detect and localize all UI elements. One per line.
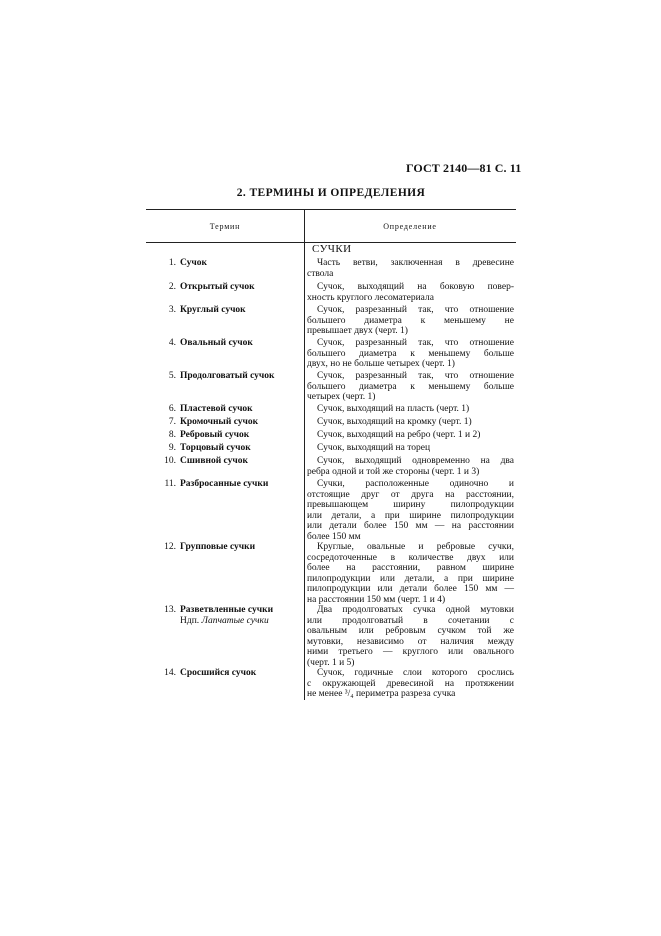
definition-cell [307,542,514,606]
definition-line: Сучок, выходящий одновременно на два [317,456,514,466]
definition-line: овальным или ребровым сучком той же [307,626,514,637]
definition-line: четырех (черт. 1) [307,392,376,403]
term-number: 2. [168,282,176,292]
definition-line: большего диаметра к меньшему не [307,315,514,326]
term-number: 12. [164,542,176,552]
non-recommended-term [151,616,303,627]
definition-line: не менее ³/₄ периметра разреза сучка [307,689,456,700]
term-number: 10. [164,456,176,466]
definition-line: Сучок, разрезанный так, что отношение [317,338,514,348]
term-name: Торцовый сучок [180,443,251,453]
non-recommended-prefix: Ндп. [180,615,200,626]
definition-line: Сучки, расположенные одиночно и [317,479,514,489]
definition-cell [307,258,514,279]
term-name: Сучок [180,258,207,268]
definition-line: Сучок, выходящий на боковую повер- [317,282,514,292]
definition-line: Сучок, годичные слои которого срослись [317,668,514,678]
section-title: 2. ТЕРМИНЫ И ОПРЕДЕЛЕНИЯ [236,187,426,199]
definition-line: большего диаметра к меньшему больше [307,348,514,359]
term-cell [151,258,303,269]
definition-line: (черт. 1 и 5) [307,657,355,668]
definition-line: превышающем ширину пилопродукции [307,500,514,511]
term-cell [151,338,303,349]
term-number: 8. [168,430,176,440]
term-name: Групповые сучки [180,542,256,552]
column-header-term: Термин [209,222,241,231]
definition-cell [307,338,514,370]
term-cell [151,456,303,467]
term-number: 7. [168,417,176,427]
term-cell [151,542,303,553]
definition-cell [317,404,514,415]
definition-cell [317,443,514,454]
term-name: Овальный сучок [180,338,253,348]
column-header-definition: Определение [383,222,437,231]
term-cell [151,417,303,428]
definition-line: на расстоянии 150 мм (черт. 1 и 4) [307,594,446,605]
term-number: 5. [168,371,176,381]
definition-line: или детали, а при ширине пилопродукции [307,510,514,521]
term-number: 11. [164,479,176,489]
definition-line: Круглые, овальные и ребровые сучки, [317,542,514,552]
definition-line: более 150 мм [307,531,361,542]
definition-line: ствола [307,268,334,279]
term-name: Пластевой сучок [180,404,253,414]
definition-line: Сучок, разрезанный так, что отношение [317,371,514,381]
definition-line: пилопродукции или детали более 150 мм — [307,584,514,595]
term-number: 13. [164,605,176,615]
definition-cell [307,305,514,337]
table-top-rule [146,209,516,210]
definition-line: пилопродукции или детали, а при ширине [307,573,514,584]
term-name: Разветвленные сучки [180,605,274,615]
definition-line: Сучок, выходящий на пласть (черт. 1) [317,404,470,414]
definition-cell [307,282,514,303]
definition-line: большего диаметра к меньшему больше [307,381,514,392]
term-name: Продолговатый сучок [180,371,275,381]
page-header: ГОСТ 2140—81 С. 11 [406,161,522,175]
term-name: Круглый сучок [180,305,246,315]
definition-line: хность круглого лесоматериала [307,292,434,303]
definition-line: или продолговатый в сочетании с [307,615,514,626]
term-cell [151,668,303,679]
definition-line: превышает двух (черт. 1) [307,326,408,337]
term-name: Открытый сучок [180,282,255,292]
definition-line: мутовки, независимо от наличия между [307,636,514,647]
definition-line: Сучок, разрезанный так, что отношение [317,305,514,315]
term-name: Кромочный сучок [180,417,259,427]
term-name: Ребровый сучок [180,430,250,440]
definition-cell [307,371,514,403]
definition-line: более на расстоянии, равном ширине [307,563,514,574]
term-cell [151,430,303,441]
definition-cell [317,430,514,441]
definition-line: с окружающей древесиной на протяжении [307,678,514,689]
term-cell [151,479,303,490]
definition-line: сосредоточенные в количестве двух или [307,552,514,563]
definition-line: Сучок, выходящий на торец [317,443,431,453]
term-cell [151,371,303,382]
term-number: 9. [168,443,176,453]
non-recommended-term-name: Лапчатые сучки [201,615,269,626]
definition-cell [307,605,514,669]
term-number: 4. [168,338,176,348]
definition-line: Сучок, выходящий на ребро (черт. 1 и 2) [317,430,481,440]
definition-cell [317,417,514,428]
definition-line: двух, но не больше четырех (черт. 1) [307,359,455,370]
definition-cell [307,668,514,700]
term-cell [151,305,303,316]
definition-line: Сучок, выходящий на кромку (черт. 1) [317,417,472,427]
term-cell [151,404,303,415]
definition-cell [307,456,514,477]
term-number: 3. [168,305,176,315]
definition-cell [307,479,514,543]
term-number: 6. [168,404,176,414]
definition-line: Два продолговатых сучка одной мутовки [317,605,514,615]
term-number: 1. [168,258,176,268]
term-name: Разбросанные сучки [180,479,269,489]
column-divider [304,209,305,700]
term-cell [151,282,303,293]
definition-line: отстоящие друг от друга на расстоянии, [307,489,514,500]
definition-line: ними третьего — круглого или овального [307,647,514,658]
term-name: Сшивной сучок [180,456,248,466]
definition-line: или детали более 150 мм — на расстоянии [307,521,514,532]
definition-line: Часть ветви, заключенная в древесине [317,258,514,268]
definition-line: ребра одной и той же стороны (черт. 1 и 3) [307,466,480,477]
term-number: 14. [164,668,176,678]
group-heading: СУЧКИ [312,243,352,255]
term-cell [151,605,303,626]
term-cell [151,443,303,454]
term-name: Сросшийся сучок [180,668,257,678]
